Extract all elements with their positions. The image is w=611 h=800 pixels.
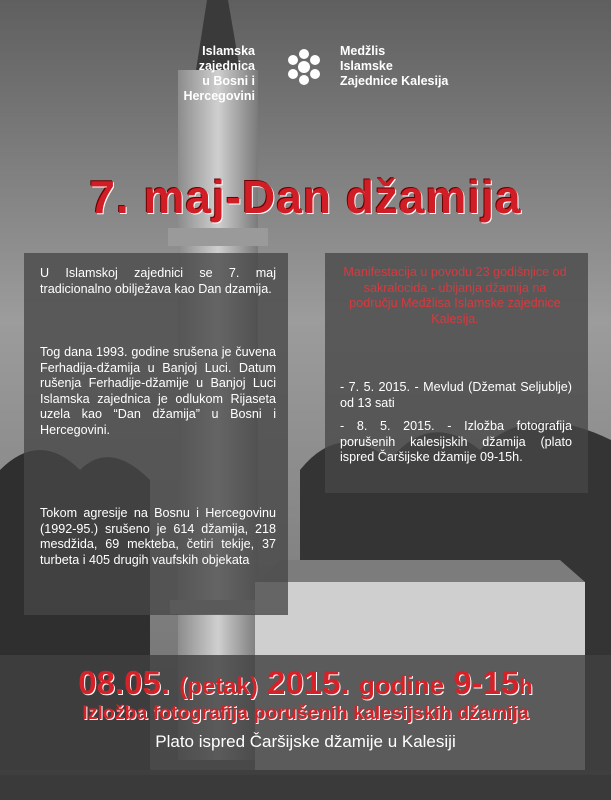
poster-title: 7. maj-Dan džamija — [89, 171, 522, 223]
left-paragraph-3: Tokom agresije na Bosnu i Hercegovinu (1992-95.) srušeno je 614 džamija, 218 mesdžida, 69 mekteba, četiri tekije, 37 turbeta i 405 drugih vaufskih objekata — [40, 506, 276, 567]
schedule-item-1: - 7. 5. 2015. - Mevlud (Džemat Seljublje) od 13 sati — [340, 380, 572, 410]
left-paragraph-1: U Islamskoj zajednici se 7. maj tradicionalno obilježava kao Dan dzamija. — [40, 266, 276, 296]
org-left-line-3: u Bosni i Hercegovini — [183, 74, 255, 103]
exhibition-title: Izložba fotografija porušenih kalesijskih džamija — [82, 702, 529, 724]
event-date-line — [0, 664, 611, 702]
org-right-line-2: Islamske — [340, 59, 393, 73]
event-time: 9-15 — [453, 664, 520, 701]
event-day: (petak) — [179, 673, 258, 700]
org-right-line-3: Zajednice Kalesija — [340, 74, 449, 88]
event-time-unit: h — [519, 674, 533, 699]
schedule-item-2: - 8. 5. 2015. - Izložba fotografija porušenih kalesijskih džamija (plato ispred Čaršijske džamije 09-15h. — [340, 419, 572, 464]
org-left-line-1: Islamska — [202, 44, 255, 58]
left-paragraph-2: Tog dana 1993. godine srušena je čuvena Ferhadija-džamija u Banjoj Luci. Datum rušenja Ferhadije-džamije u Banjoj Luci Islamska zajednica je odlukom Rijaseta uzela kao “Dan džamija” u Bosni i Hercegovini. — [40, 345, 276, 437]
organization-name-right — [340, 44, 500, 89]
event-godine: godine — [358, 670, 445, 700]
event-year: 2015. — [267, 664, 350, 701]
crescent-rosette-icon — [264, 32, 334, 102]
event-location: Plato ispred Čaršijske džamije u Kalesiji — [155, 732, 456, 751]
right-intro: Manifestacija u povodu 23 godišnjice od sakralocida - ubijanja džamija na području Medžlisa Islamske zajednice Kalesija. — [343, 265, 567, 326]
org-left-line-2: zajednica — [198, 59, 255, 73]
organization-name-left — [150, 44, 255, 104]
event-date: 08.05. — [78, 664, 171, 701]
org-right-line-1: Medžlis — [340, 44, 386, 58]
